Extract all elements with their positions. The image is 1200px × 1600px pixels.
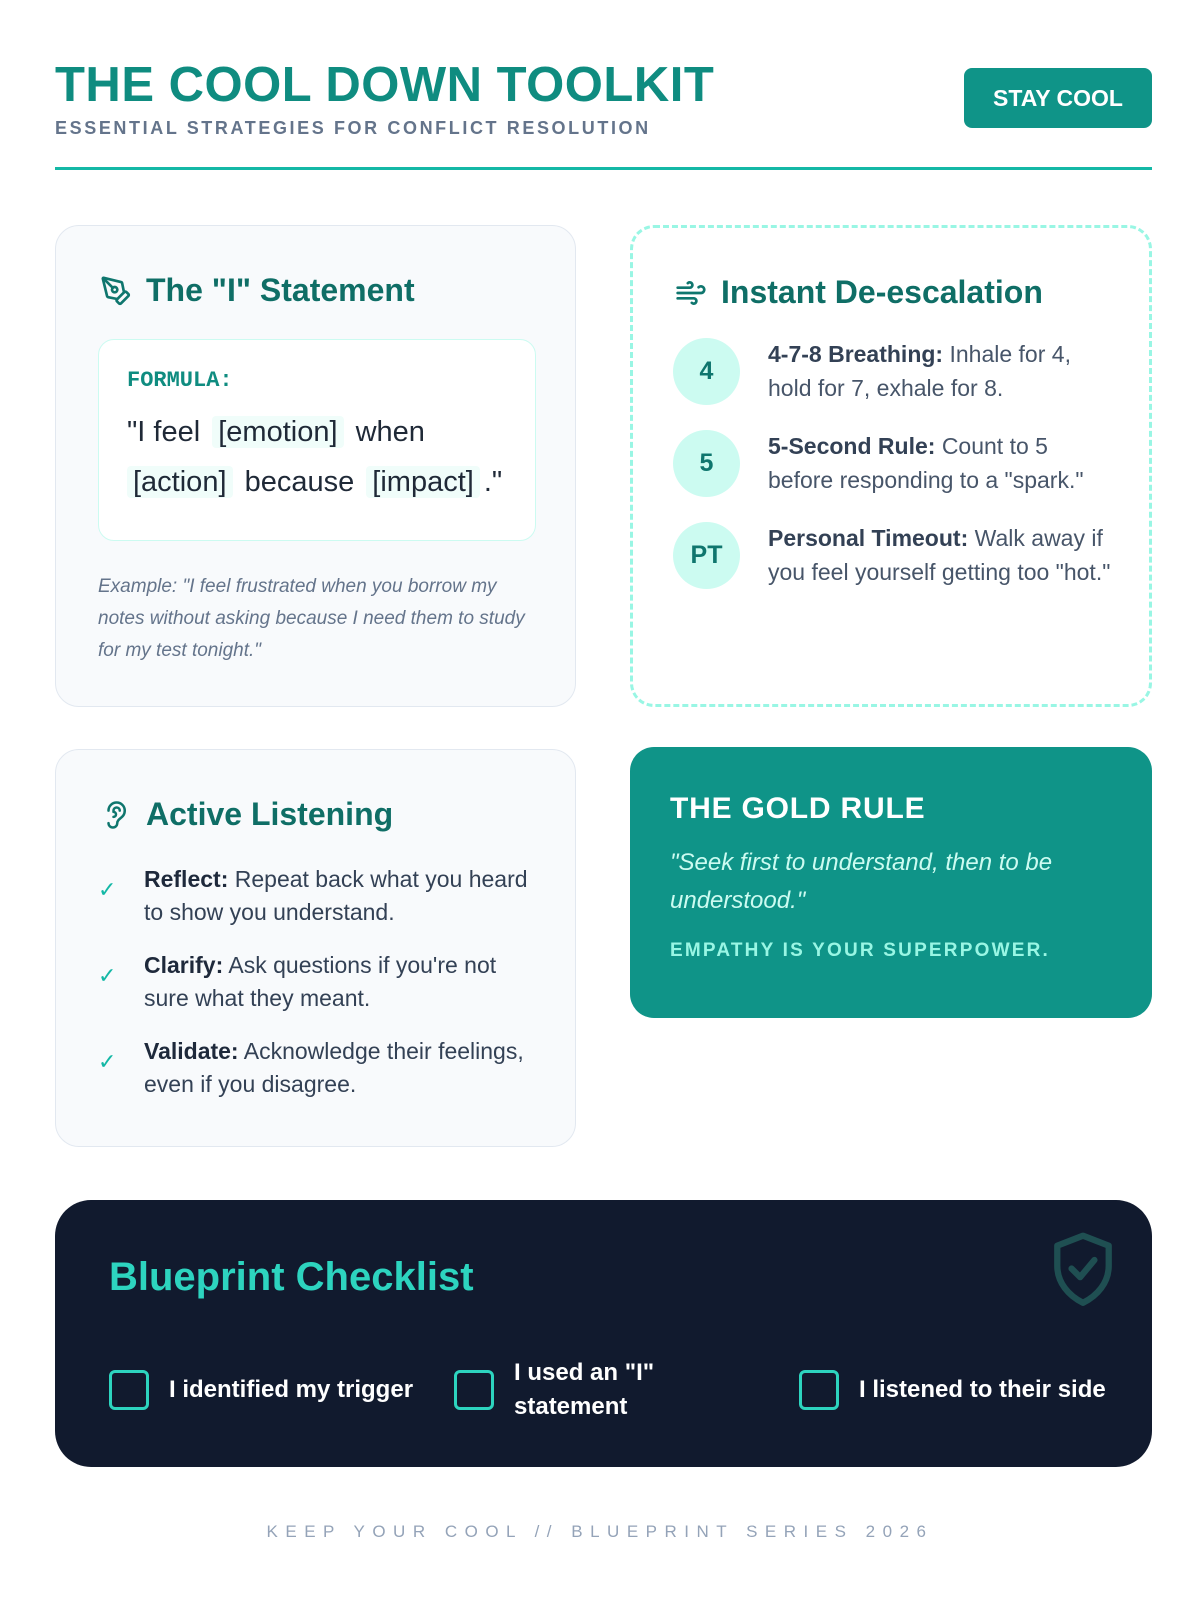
formula-box xyxy=(98,339,536,541)
step-breathing xyxy=(673,337,1111,405)
list-item xyxy=(98,863,535,929)
formula-slot-emotion: [emotion] xyxy=(212,416,343,448)
listening-list xyxy=(98,863,535,1101)
checklist-title: Blueprint Checklist xyxy=(109,1255,474,1299)
formula-slot-impact: [impact] xyxy=(366,466,480,498)
active-listening-heading xyxy=(98,796,535,833)
formula-word-because: because xyxy=(244,466,355,498)
formula-slot-action: [action] xyxy=(127,466,233,498)
i-statement-card xyxy=(55,225,576,707)
i-statement-heading xyxy=(98,272,535,309)
gold-rule-tagline: EMPATHY IS YOUR SUPERPOWER. xyxy=(670,940,1050,961)
check-icon: ✓ xyxy=(98,877,117,902)
step-timeout xyxy=(673,521,1111,589)
item-description: Repeat back what you heard to show you understand. xyxy=(144,866,528,925)
step-name: Personal Timeout: xyxy=(768,525,969,551)
gold-rule-title: THE GOLD RULE xyxy=(670,792,926,825)
checklist-item-listened[interactable] xyxy=(799,1350,1106,1430)
i-statement-title: The "I" Statement xyxy=(146,272,415,308)
checklist-label: I identified my trigger xyxy=(169,1376,414,1403)
checklist-item-trigger[interactable] xyxy=(109,1350,413,1430)
de-escalation-title: Instant De-escalation xyxy=(721,274,1043,310)
gold-rule-quote: "Seek first to understand, then to be understood." xyxy=(670,849,1053,914)
active-listening-card xyxy=(55,749,576,1147)
page-subtitle: ESSENTIAL STRATEGIES FOR CONFLICT RESOLUTION xyxy=(55,118,651,138)
formula-label: FORMULA: xyxy=(127,368,233,393)
gold-rule-card xyxy=(630,747,1152,1018)
wind-icon xyxy=(673,275,709,311)
checkbox[interactable] xyxy=(109,1370,149,1410)
pen-tool-icon xyxy=(98,273,134,309)
checklist-label: I listened to their side xyxy=(859,1376,1106,1403)
checklist-item-i-statement[interactable] xyxy=(454,1350,684,1430)
ear-icon xyxy=(98,797,134,833)
step-description: Count to 5 before responding to a "spark." xyxy=(768,433,1084,493)
step-name: 4-7-8 Breathing: xyxy=(768,341,944,367)
check-icon: ✓ xyxy=(98,1049,117,1074)
step-badge: PT xyxy=(673,522,740,589)
step-badge: 4 xyxy=(673,338,740,405)
formula-example: Example: "I feel frustrated when you borrow my notes without asking because I need them to study for my test tonight." xyxy=(98,576,525,661)
formula-text xyxy=(127,407,509,507)
blueprint-checklist xyxy=(55,1200,1152,1467)
check-icon: ✓ xyxy=(98,963,117,988)
checkbox[interactable] xyxy=(454,1370,494,1410)
page-header xyxy=(55,58,1152,170)
step-name: 5-Second Rule: xyxy=(768,433,936,459)
de-escalation-steps xyxy=(673,337,1111,589)
step-badge: 5 xyxy=(673,430,740,497)
formula-close: ." xyxy=(483,466,503,498)
formula-open: "I feel xyxy=(127,416,201,448)
checklist-label: I used an "I" statement xyxy=(514,1359,655,1420)
item-name: Reflect: xyxy=(144,866,229,892)
list-item xyxy=(98,1035,535,1101)
stay-cool-button[interactable]: STAY COOL xyxy=(964,68,1152,128)
page-footer: KEEP YOUR COOL // BLUEPRINT SERIES 2026 xyxy=(266,1522,934,1541)
item-description: Ask questions if you're not sure what they meant. xyxy=(144,952,497,1011)
checklist-items xyxy=(109,1350,1109,1430)
active-listening-title: Active Listening xyxy=(146,796,394,832)
list-item xyxy=(98,949,535,1015)
page-title: THE COOL DOWN TOOLKIT xyxy=(55,58,715,112)
de-escalation-card xyxy=(630,225,1152,707)
checkbox[interactable] xyxy=(799,1370,839,1410)
step-description: Inhale for 4, hold for 7, exhale for 8. xyxy=(768,341,1071,401)
de-escalation-heading xyxy=(673,274,1111,311)
item-name: Validate: xyxy=(144,1038,239,1064)
shield-check-icon xyxy=(1048,1230,1118,1310)
item-description: Acknowledge their feelings, even if you disagree. xyxy=(144,1038,524,1097)
formula-word-when: when xyxy=(355,416,425,448)
step-five-second xyxy=(673,429,1111,497)
step-description: Walk away if you feel yourself getting too "hot." xyxy=(768,525,1111,585)
item-name: Clarify: xyxy=(144,952,224,978)
